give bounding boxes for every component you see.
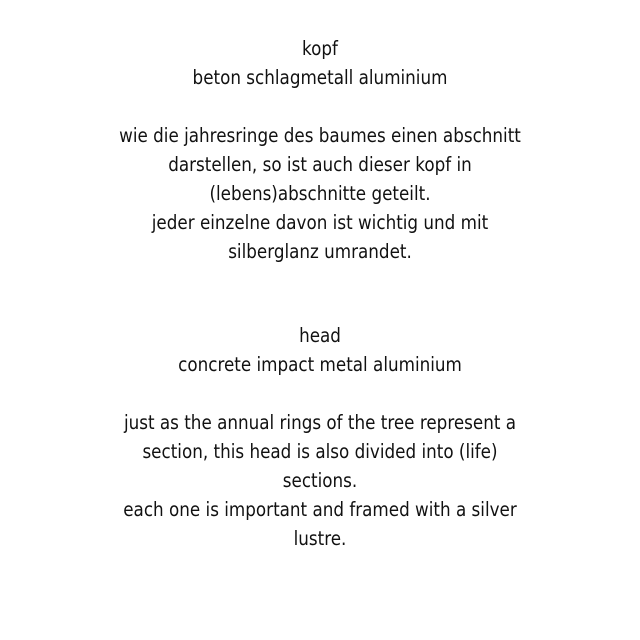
german-text-block bbox=[0, 34, 640, 266]
english-description-line: just as the annual rings of the tree represent a bbox=[123, 411, 517, 434]
english-description-line: each one is important and framed with a silver bbox=[123, 498, 517, 521]
english-description-line: lustre. bbox=[293, 527, 347, 550]
german-description-line: (lebens)abschnitte geteilt. bbox=[209, 182, 431, 205]
paragraph-spacer bbox=[0, 379, 640, 408]
english-description-line: sections. bbox=[282, 469, 358, 492]
german-description-line: wie die jahresringe des baumes einen abschnitt bbox=[119, 124, 521, 147]
english-materials: concrete impact metal aluminium bbox=[178, 353, 462, 376]
german-description-line: darstellen, so ist auch dieser kopf in bbox=[168, 153, 472, 176]
english-text-block bbox=[0, 321, 640, 553]
german-description-line: jeder einzelne davon ist wichtig und mit bbox=[151, 211, 489, 234]
german-title: kopf bbox=[302, 37, 338, 60]
german-description-line: silberglanz umrandet. bbox=[228, 240, 412, 263]
paragraph-spacer bbox=[0, 92, 640, 121]
english-description-line: section, this head is also divided into (life) bbox=[142, 440, 498, 463]
english-title: head bbox=[299, 324, 341, 347]
german-materials: beton schlagmetall aluminium bbox=[192, 66, 448, 89]
